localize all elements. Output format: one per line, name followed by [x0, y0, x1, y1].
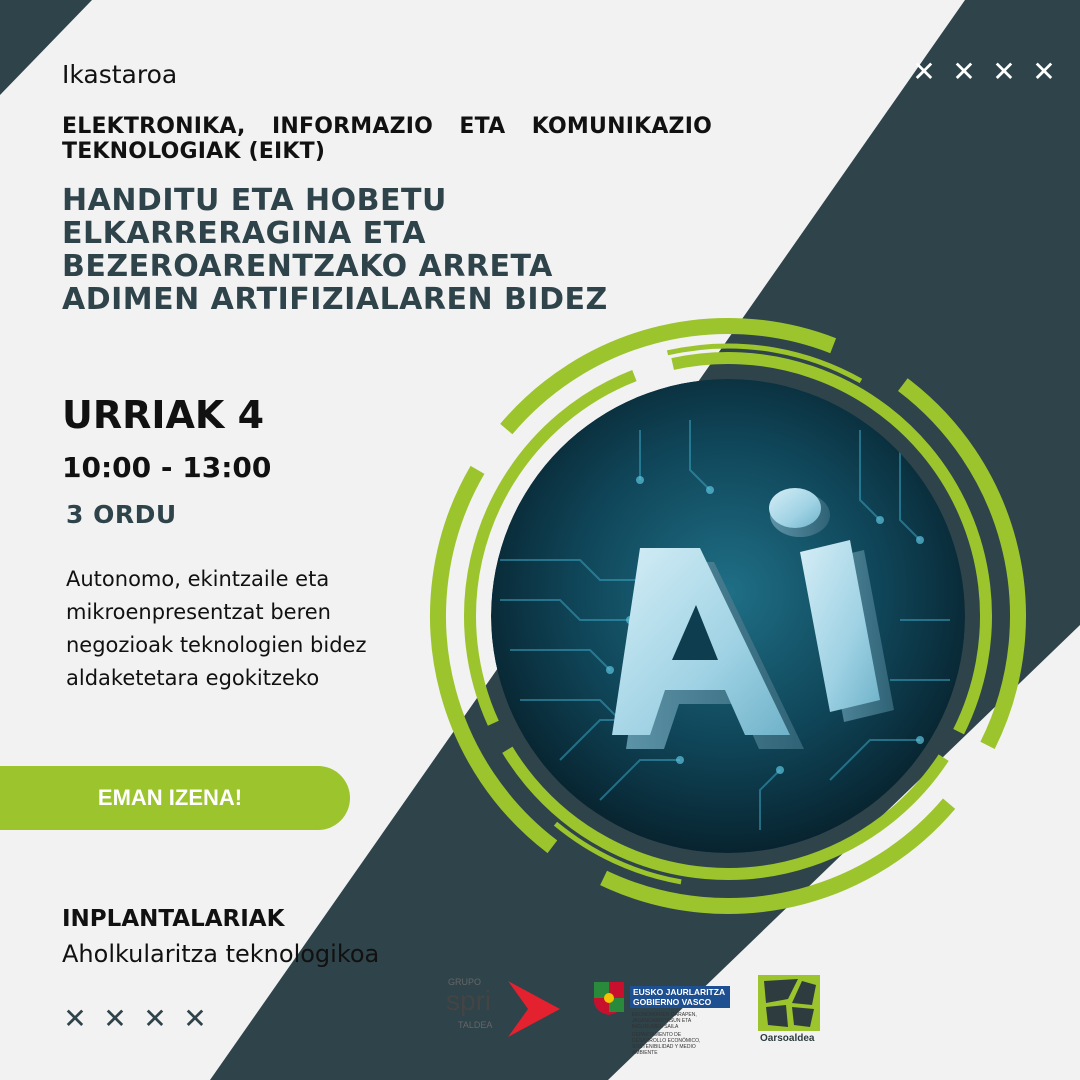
cross-icon: ✕: [143, 1002, 167, 1035]
cross-icon: ✕: [1032, 55, 1056, 88]
cross-icon: ✕: [912, 55, 936, 88]
cross-icon: ✕: [63, 1002, 87, 1035]
implementers-heading: INPLANTALARIAK: [62, 906, 285, 932]
register-button[interactable]: [0, 766, 350, 830]
gov-dept-es: DEPARTAMENTO DE DESARROLLO ECONÓMICO, SOSTENIBILIDAD Y MEDIO AMBIENTE: [632, 1032, 701, 1056]
course-duration: 3 ORDU: [66, 500, 177, 529]
course-time: 10:00 - 13:00: [62, 451, 272, 484]
spri-arrow-icon: [508, 981, 560, 1037]
course-category: ELEKTRONIKA, INFORMAZIO ETA KOMUNIKAZIO TEKNOLOGIAK (EIKT): [62, 114, 712, 164]
oarsoaldea-logo: [758, 975, 828, 1047]
spri-logo: [440, 975, 565, 1045]
gov-line1: EUSKO JAURLARITZA: [633, 987, 726, 997]
course-description: Autonomo, ekintzaile eta mikroenpresentzat beren negozioak teknologien bidez aldaketetara egokitzeko: [66, 567, 367, 690]
spri-logo-main: spri: [446, 985, 492, 1016]
course-title: HANDITU ETA HOBETU ELKARRERAGINA ETA BEZEROARENTZAKO ARRETA ADIMEN ARTIFIZIALAREN BIDEZ: [62, 183, 608, 317]
register-button-label: EMAN IZENA!: [97, 785, 243, 810]
cross-decoration-top: [904, 55, 1064, 88]
cross-icon: ✕: [103, 1002, 127, 1035]
spri-logo-top: GRUPO: [448, 977, 482, 987]
cross-icon: ✕: [183, 1002, 207, 1035]
spri-logo-bottom: TALDEA: [458, 1020, 493, 1030]
cross-icon: ✕: [952, 55, 976, 88]
oarsoaldea-mark-icon: [758, 975, 820, 1031]
implementers-name: Aholkularitza teknologikoa: [62, 940, 380, 968]
gov-line2: GOBIERNO VASCO: [633, 997, 712, 1007]
cross-decoration-bottom: [55, 1002, 215, 1035]
cross-icon: ✕: [992, 55, 1016, 88]
course-date: URRIAK 4: [62, 393, 265, 437]
basque-government-logo: [592, 980, 732, 1056]
ai-circuit-image: [491, 379, 965, 853]
oarsoaldea-name: Oarsoaldea: [760, 1033, 815, 1044]
gov-dept-eu: EKONOMIAREN GARAPEN, JASANGARRITASUN ETA INGURUMEN SAILA: [632, 1012, 697, 1030]
coat-of-arms-icon: [592, 980, 626, 1016]
course-kicker: Ikastaroa: [62, 60, 178, 89]
